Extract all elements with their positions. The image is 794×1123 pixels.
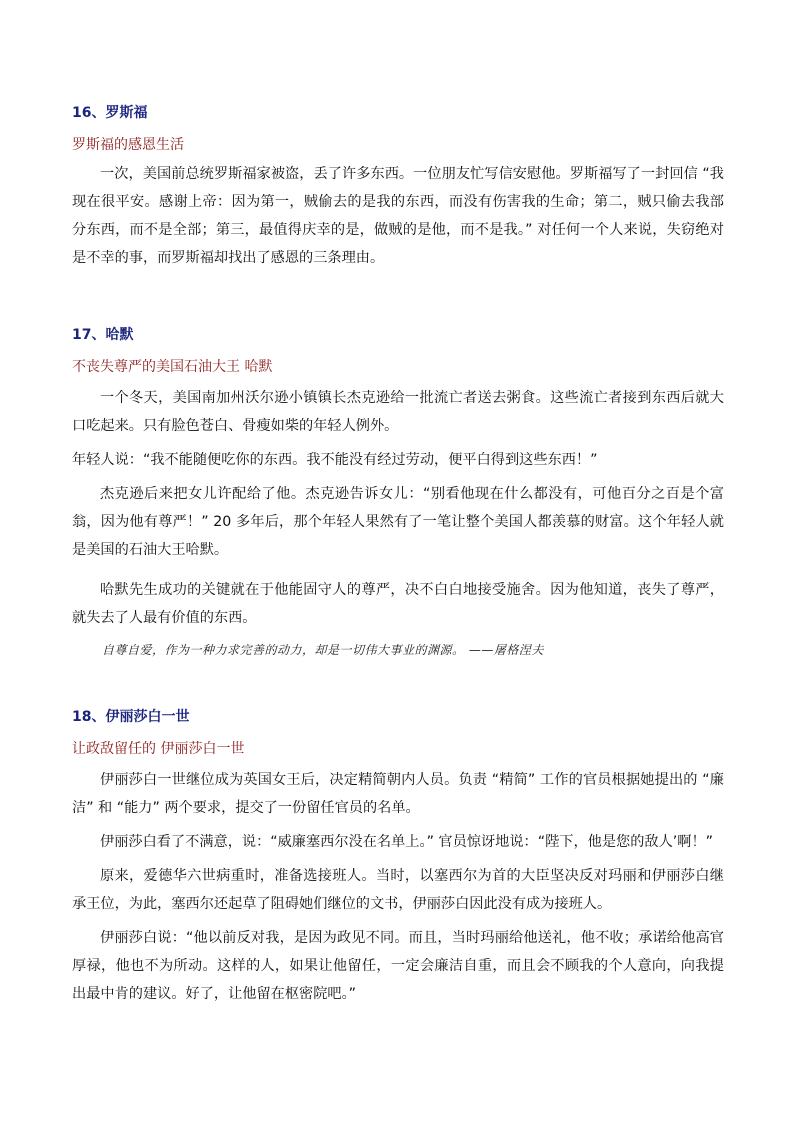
section-17-paragraph-2: 年轻人说：“我不能随便吃你的东西。我不能没有经过劳动，便平白得到这些东西！” bbox=[72, 452, 598, 468]
section-18-paragraph-3: 原来，爱德华六世病重时，准备选接班人。当时，以塞西尔为首的大臣坚决反对玛丽和伊丽莎白继承王位，为此，塞西尔还起草了阻碍她们继位的文书，伊丽莎白因此没有成为接班人。 bbox=[72, 868, 724, 912]
section-17-quote: 自尊自爱，作为一种力求完善的动力，却是一切伟大事业的渊源。 ——屠格涅夫 bbox=[102, 643, 544, 657]
section-16-heading: 16、罗斯福 bbox=[72, 105, 148, 121]
section-18-subtitle: 让政敌留任的 伊丽莎白一世 bbox=[72, 741, 245, 757]
section-17-subtitle: 不丧失尊严的美国石油大王 哈默 bbox=[72, 359, 273, 375]
section-17-paragraph-3: 杰克逊后来把女儿许配给了他。杰克逊告诉女儿：“别看他现在什么都没有，可他百分之百是个富翁，因为他有尊严！” 20 多年后，那个年轻人果然有了一笔让整个美国人都羡慕的财富。这个年轻人就是美国的石油大王哈默。 bbox=[72, 486, 724, 558]
section-18-paragraph-4: 伊丽莎白说：“他以前反对我，是因为政见不同。而且，当时玛丽给他送礼，他不收；承诺给他高官厚禄，他也不为所动。这样的人，如果让他留任，一定会廉洁自重，而且会不顾我的个人意向，向我提出最中肯的建议。好了，让他留在枢密院吧。” bbox=[72, 930, 724, 1002]
section-18-paragraph-1: 伊丽莎白一世继位成为英国女王后，决定精简朝内人员。负责 “精简” 工作的官员根据她提出的 “廉洁” 和 “能力” 两个要求，提交了一份留任官员的名单。 bbox=[72, 772, 724, 816]
section-17-heading: 17、哈默 bbox=[72, 327, 134, 343]
section-17-paragraph-1: 一个冬天，美国南加州沃尔逊小镇镇长杰克逊给一批流亡者送去粥食。这些流亡者接到东西后就大口吃起来。只有脸色苍白、骨瘦如柴的年轻人例外。 bbox=[72, 390, 724, 434]
section-18-heading: 18、伊丽莎白一世 bbox=[72, 709, 190, 725]
section-17-paragraph-4: 哈默先生成功的关键就在于他能固守人的尊严，决不白白地接受施舍。因为他知道，丧失了尊严，就失去了人最有价值的东西。 bbox=[72, 582, 724, 626]
section-16-subtitle: 罗斯福的感恩生活 bbox=[72, 137, 184, 153]
section-18-paragraph-2: 伊丽莎白看了不满意，说：“威廉塞西尔没在名单上。” 官员惊讶地说：“陛下，他是您的敌人’啊！” bbox=[100, 834, 714, 850]
section-16-paragraph-1: 一次，美国前总统罗斯福家被盗，丢了许多东西。一位朋友忙写信安慰他。罗斯福写了一封回信 “我现在很平安。感谢上帝：因为第一，贼偷去的是我的东西，而没有伤害我的生命；第二，贼只偷去我部分东西，而不是全部；第三，最值得庆幸的是，做贼的是他，而不是我。” 对任何一个人来说，失窃绝对是不幸的事，而罗斯福却找出了感恩的三条理由。 bbox=[72, 166, 724, 266]
